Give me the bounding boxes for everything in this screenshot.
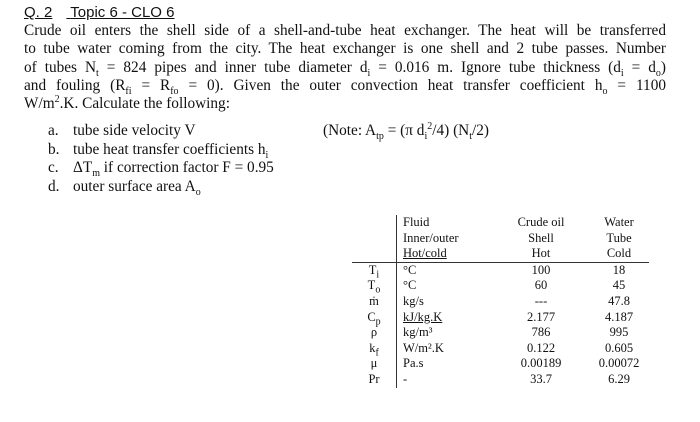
- crude-oil-cell: ---: [534, 293, 548, 308]
- unit-cell: -: [403, 371, 408, 386]
- water-cell: 18: [612, 262, 626, 277]
- topic-label: Topic 6 - CLO 6: [70, 4, 175, 21]
- table-row: [352, 278, 649, 294]
- unit-cell: °C: [403, 278, 417, 293]
- header-cell: Shell: [528, 230, 554, 245]
- table-row: [352, 356, 649, 372]
- table-row: [352, 341, 649, 357]
- symbol-cell: $T_o$: [352, 278, 397, 294]
- table-row: [352, 325, 649, 341]
- water-cell: 0.605: [604, 340, 634, 355]
- water-cell: 995: [609, 325, 629, 340]
- unit-cell: kg/s: [403, 293, 424, 308]
- symbol-cell: $k_f$: [352, 341, 397, 357]
- header-cell: Hot: [493, 246, 589, 262]
- unit-cell: W/m².K: [403, 340, 444, 355]
- properties-table: [352, 215, 649, 388]
- crude-oil-cell: 2.177: [526, 309, 556, 324]
- symbol-cell: ρ: [352, 325, 397, 341]
- task-item-b: b. tube heat transfer coefficients $h_i$: [48, 140, 269, 161]
- header-cell: Cold: [589, 246, 649, 262]
- problem-line-3: of tubes $N_t = 824$ pipes and inner tube diameter $d_i = 0.016$ m. Ignore tube thickness $(d_i = d_o)$: [24, 58, 666, 79]
- symbol-cell: $T_i$: [352, 262, 397, 278]
- unit-cell: kJ/kg.K: [403, 309, 443, 324]
- crude-oil-cell: 60: [534, 278, 548, 293]
- header-cell: Water: [604, 215, 634, 229]
- crude-oil-cell: 0.122: [526, 340, 556, 355]
- unit-cell: °C: [403, 262, 417, 277]
- header-cell: Inner/outer: [403, 230, 459, 245]
- table-row: [352, 294, 649, 310]
- symbol-cell: Pr: [352, 372, 397, 388]
- crude-oil-cell: 100: [531, 262, 551, 277]
- task-item-d: d. outer surface area $A_o$: [48, 177, 201, 198]
- table-row: [352, 310, 649, 326]
- unit-cell: kg/m³: [403, 325, 433, 340]
- task-item-a: a. tube side velocity V: [48, 122, 196, 139]
- question-number: Q. 2: [24, 4, 53, 21]
- water-cell: 6.29: [608, 371, 630, 386]
- symbol-cell: μ: [352, 356, 397, 372]
- table-header-row: [352, 231, 649, 247]
- problem-line-4: and fouling $(R_{fi} = R_{fo} = 0)$. Given the outer convection heat transfer coefficient $h_o = 1100$: [24, 76, 666, 97]
- problem-line-2: to tube water coming from the city. The heat exchanger is one shell and 2 tube passes. Number: [24, 40, 666, 58]
- crude-oil-cell: 786: [531, 325, 551, 340]
- table-header-row: [352, 215, 649, 231]
- area-note: (Note: $A_{tp} = (\pi$ $d_i^2/4$) $(N_t/2)$: [323, 120, 489, 143]
- question-header: [24, 4, 188, 21]
- water-cell: 0.00072: [598, 356, 640, 371]
- unit-cell: Pa.s: [403, 356, 424, 371]
- header-cell: Fluid: [403, 215, 430, 229]
- problem-line-1: Crude oil enters the shell side of a shell-and-tube heat exchanger. The heat will be transferred: [24, 22, 666, 39]
- table-row: [352, 372, 649, 388]
- symbol-cell: $C_p$: [352, 310, 397, 326]
- water-cell: 45: [612, 278, 626, 293]
- header-cell: Tube: [606, 230, 632, 245]
- water-cell: 4.187: [604, 309, 634, 324]
- water-cell: 47.8: [608, 293, 630, 308]
- table-row: [352, 262, 649, 278]
- crude-oil-cell: 33.7: [530, 371, 552, 386]
- problem-line-5: $W/m^2.K$. Calculate the following:: [24, 94, 230, 113]
- task-item-c: c. $\Delta T_m$ if correction factor F = 0.95: [48, 159, 274, 180]
- header-cell: Crude oil: [517, 215, 565, 229]
- crude-oil-cell: 0.00189: [520, 356, 562, 371]
- task-list: [48, 122, 274, 196]
- table-header-row: [352, 246, 649, 262]
- symbol-cell: ṁ: [352, 294, 397, 310]
- problem-statement: [24, 22, 666, 113]
- header-cell: Hot/cold: [397, 246, 494, 262]
